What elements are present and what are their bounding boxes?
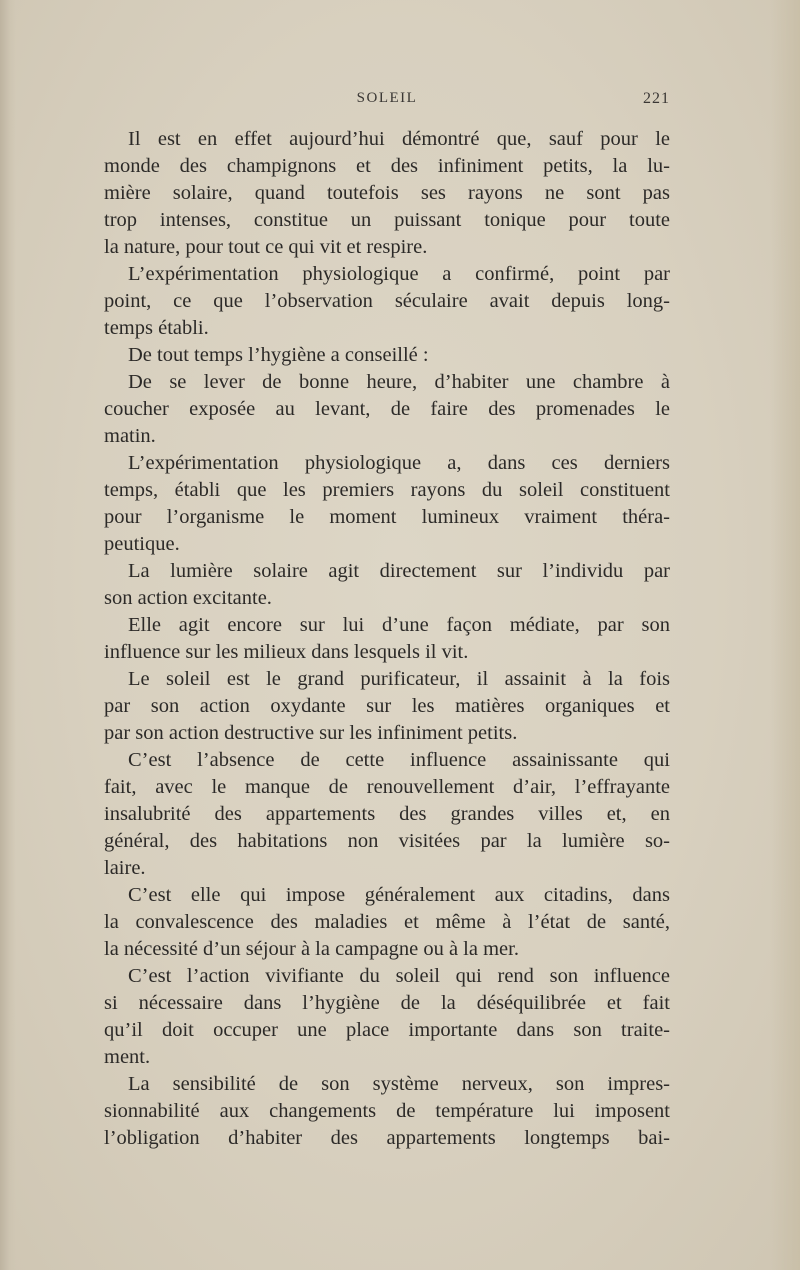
text-line: par son action destructive sur les infiniment petits. (104, 722, 518, 744)
text-line: temps établi. (104, 317, 209, 339)
text-line: De se lever de bonne heure, d’habiter une chambre à (128, 371, 670, 393)
text-line: trop intenses, constitue un puissant tonique pour toute (104, 209, 670, 231)
text-line: Elle agit encore sur lui d’une façon médiate, par son (128, 614, 670, 636)
text-line: la convalescence des maladies et même à l’état de santé, (104, 911, 670, 933)
text-line: coucher exposée au levant, de faire des promenades le (104, 398, 670, 420)
page-number: 221 (643, 90, 670, 107)
text-line: fait, avec le manque de renouvellement d’air, l’effrayante (104, 776, 670, 798)
text-line: C’est elle qui impose généralement aux citadins, dans (128, 884, 670, 906)
page-edge-shadow (770, 0, 800, 1270)
text-line: l’obligation d’habiter des appartements longtemps bai- (104, 1127, 670, 1149)
text-line: si nécessaire dans l’hygiène de la déséquilibrée et fait (104, 992, 670, 1014)
text-line: La lumière solaire agit directement sur l’individu par (128, 560, 670, 582)
page-spine-shadow (0, 0, 16, 1270)
text-line: pour l’organisme le moment lumineux vraiment théra- (104, 506, 670, 528)
text-line: la nécessité d’un séjour à la campagne ou à la mer. (104, 938, 519, 960)
text-line: son action excitante. (104, 587, 272, 609)
text-line: ment. (104, 1046, 151, 1068)
running-header (104, 90, 670, 112)
text-line: la nature, pour tout ce qui vit et respire. (104, 236, 428, 258)
running-title: SOLEIL (356, 90, 418, 106)
text-line: Le soleil est le grand purificateur, il assainit à la fois (128, 668, 670, 690)
text-line: influence sur les milieux dans lesquels il vit. (104, 641, 469, 663)
text-line: laire. (104, 857, 146, 879)
text-line: C’est l’absence de cette influence assainissante qui (128, 749, 670, 771)
text-line: par son action oxydante sur les matières organiques et (104, 695, 670, 717)
text-line: peutique. (104, 533, 180, 555)
text-line: insalubrité des appartements des grandes villes et, en (104, 803, 670, 825)
text-line: L’expérimentation physiologique a confirmé, point par (128, 263, 670, 285)
text-line: point, ce que l’observation séculaire avait depuis long- (104, 290, 670, 312)
text-line: matin. (104, 425, 156, 447)
text-line: L’expérimentation physiologique a, dans ces derniers (128, 452, 670, 474)
text-line: temps, établi que les premiers rayons du soleil constituent (104, 479, 670, 501)
text-line: sionnabilité aux changements de température lui imposent (104, 1100, 670, 1122)
body-text (104, 126, 670, 1152)
text-line: La sensibilité de son système nerveux, son impres- (128, 1073, 670, 1095)
text-line: mière solaire, quand toutefois ses rayons ne sont pas (104, 182, 670, 204)
text-line: Il est en effet aujourd’hui démontré que, sauf pour le (128, 128, 670, 150)
text-line: C’est l’action vivifiante du soleil qui rend son influence (128, 965, 670, 987)
text-line: monde des champignons et des infiniment petits, la lu- (104, 155, 670, 177)
text-line: général, des habitations non visitées par la lumière so- (104, 830, 670, 852)
text-line: De tout temps l’hygiène a conseillé : (128, 344, 429, 366)
text-line: qu’il doit occuper une place importante dans son traite- (104, 1019, 670, 1041)
